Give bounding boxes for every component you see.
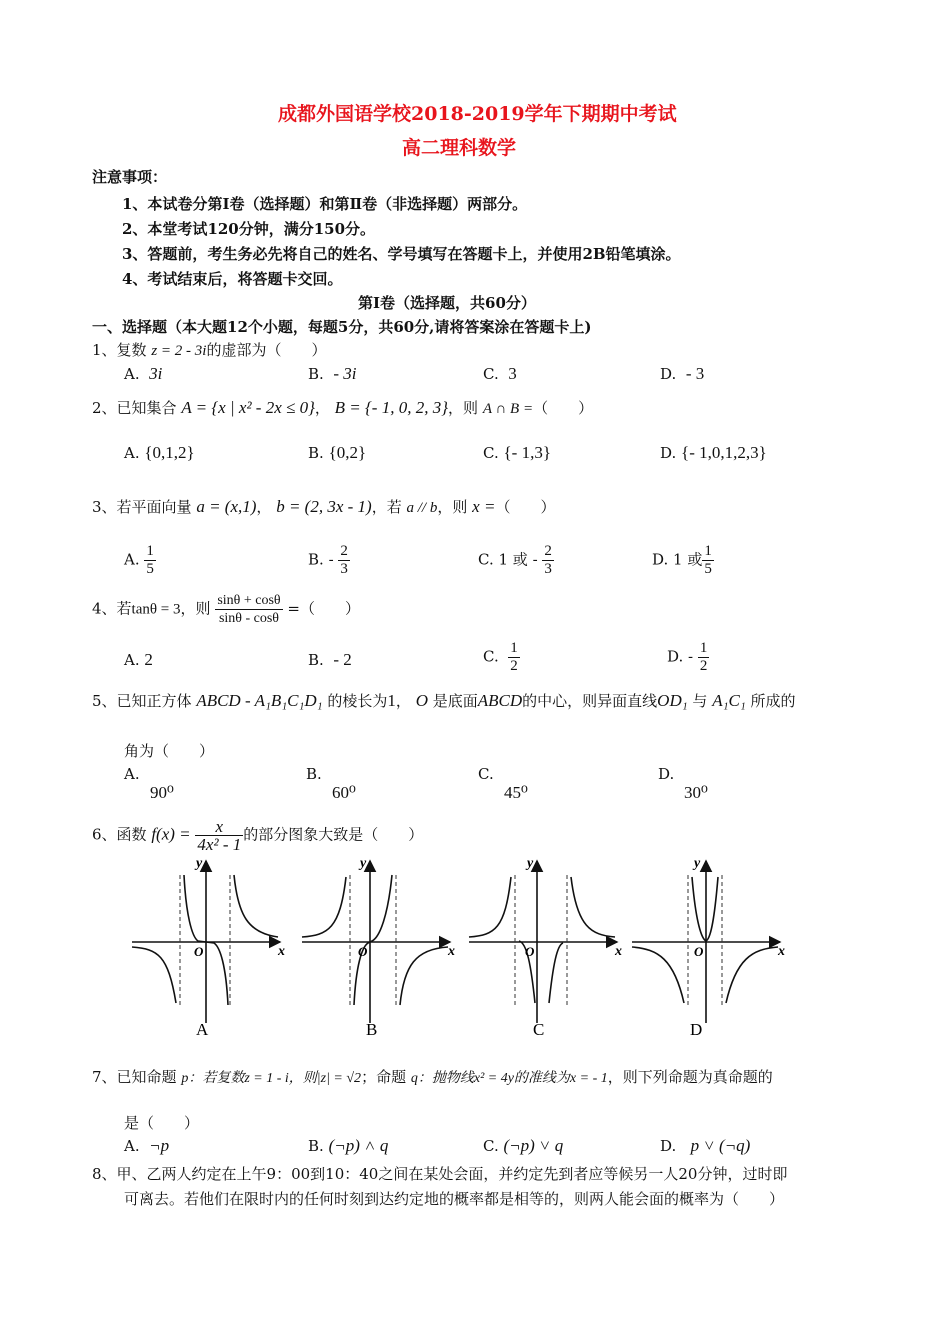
graph-label: C	[533, 1020, 545, 1039]
q2-option-c: C. {- 1,3}	[483, 443, 551, 462]
notice-item: 3、答题前，考生务必先将自己的姓名、学号填写在答题卡上，并使用2B铅笔填涂。	[122, 245, 681, 263]
svg-text:x: x	[448, 944, 455, 959]
q3-option-c: C. 1 或 - $\frac{2}{3}$	[478, 543, 552, 577]
section-heading: 一、选择题（本大题12个小题，每题5分，共60分,请将答案涂在答题卡上)	[92, 318, 592, 336]
q7-option-c: C. (¬p) ˅ q	[483, 1136, 564, 1155]
q7-option-b: B. (¬p) ˄ q	[308, 1136, 389, 1155]
graph-label: A	[196, 1020, 209, 1039]
question-7: 7、已知命题 p：若复数z = 1 - i，则|z| = √2；命题 q：抛物线x² = 4y的准线为x = - 1，则下列命题为真命题的	[92, 1068, 773, 1086]
svg-text:O: O	[694, 944, 704, 959]
q4-option-a: A. 2	[124, 650, 153, 669]
graph-d	[632, 856, 785, 1039]
svg-text:O: O	[525, 944, 535, 959]
q5-option-c: C. 45⁰	[478, 765, 528, 802]
question-3: 3、若平面向量 a = (x,1)， b = (2, 3x - 1)，若 a // b，则 x =（ ）	[92, 497, 556, 516]
q1-math: z = 2 - 3i	[151, 343, 207, 359]
graph-label: B	[366, 1020, 378, 1039]
part1-heading: 第Ⅰ卷（选择题，共60分）	[358, 294, 536, 312]
q5-option-b: B. 60⁰	[306, 765, 356, 802]
svg-text:x: x	[278, 944, 285, 959]
question-2: 2、已知集合 A = {x | x² - 2x ≤ 0}， B = {- 1, 0, 2, 3}，则 A ∩ B =（ ）	[92, 398, 594, 417]
exam-title: 成都外国语学校2018-2019学年下期期中考试	[278, 103, 677, 125]
question-8-line1: 8、甲、乙两人约定在上午9：00到10：40之间在某处会面，并约定先到者应等候另一人20分钟，过时即	[92, 1165, 788, 1183]
svg-text:x: x	[778, 944, 785, 959]
q1-suffix: 的虚部为（ ）	[206, 341, 327, 359]
q2-set-b: B = {- 1, 0, 2, 3}	[334, 398, 449, 417]
q4-option-d: D. - $\frac{1}{2}$	[667, 640, 708, 674]
q4-option-b: B. - 2	[308, 650, 352, 669]
exam-subtitle: 高二理科数学	[402, 137, 517, 159]
q4-option-c: C. $\frac{1}{2}$	[483, 640, 518, 674]
svg-text:y: y	[694, 856, 701, 871]
q1-option-a: A. 3i	[124, 364, 163, 383]
notice-item: 1、本试卷分第Ⅰ卷（选择题）和第Ⅱ卷（非选择题）两部分。	[122, 195, 528, 213]
graph-a	[132, 856, 285, 1039]
q2-option-b: B. {0,2}	[308, 443, 367, 462]
svg-text:y: y	[527, 856, 534, 871]
q3-option-d: D. 1 或 $\frac{1}{5}$	[652, 543, 712, 577]
q3-option-b: B. - $\frac{2}{3}$	[308, 543, 348, 577]
notice-item: 2、本堂考试120分钟，满分150分。	[122, 220, 376, 238]
svg-text:y: y	[196, 856, 203, 871]
svg-text:O: O	[358, 944, 368, 959]
question-4: 4、若tanθ = 3，则 $\frac{\sin\theta + \cos\theta}{\sin\theta - \cos\theta}$ =（ ）	[92, 593, 360, 626]
svg-text:y: y	[360, 856, 367, 871]
svg-text:O: O	[194, 944, 204, 959]
graph-label: D	[690, 1020, 703, 1039]
q5-line2: 角为（ ）	[124, 742, 215, 760]
q1-prefix: 1、复数	[92, 341, 147, 359]
q2-set-a: A = {x | x² - 2x ≤ 0}	[181, 398, 315, 417]
graph-b	[302, 856, 455, 1039]
q1-option-d: D. - 3	[660, 364, 705, 383]
q2-option-a: A. {0,1,2}	[124, 443, 195, 462]
notice-heading: 注意事项：	[92, 168, 168, 186]
q5-option-a: A. 90⁰	[124, 765, 174, 802]
q7-option-d: D. p ˅ (¬q)	[660, 1136, 751, 1155]
question-6: 6、函数 f(x) = $\frac{x}{\text{4x² - 1}}$ 的部分图象大致是（ ）	[92, 817, 424, 854]
notice-item: 4、考试结束后，将答题卡交回。	[122, 270, 343, 288]
q1-option-b: B. - 3i	[308, 364, 357, 383]
graph-c	[469, 856, 622, 1039]
q3-option-a: A. $\frac{1}{5}$	[124, 543, 154, 577]
question-1	[92, 339, 326, 360]
svg-text:x: x	[615, 944, 622, 959]
question-8-line2: 可离去。若他们在限时内的任何时刻到达约定地的概率都是相等的，则两人能会面的概率为（ ）	[124, 1190, 785, 1208]
q7-option-a: A. ¬p	[124, 1136, 170, 1155]
q5-option-d: D. 30⁰	[658, 765, 708, 802]
q6-graphs	[128, 855, 788, 1040]
q1-option-c: C. 3	[483, 364, 517, 383]
question-5: 5、已知正方体 ABCD - A₁B₁C₁D₁ 的棱长为1， O 是底面ABCD的中心，则异面直线OD₁ 与 A₁C₁ 所成的	[92, 691, 796, 710]
q7-line2: 是（ ）	[124, 1114, 200, 1132]
q2-option-d: D. {- 1,0,1,2,3}	[660, 443, 767, 462]
